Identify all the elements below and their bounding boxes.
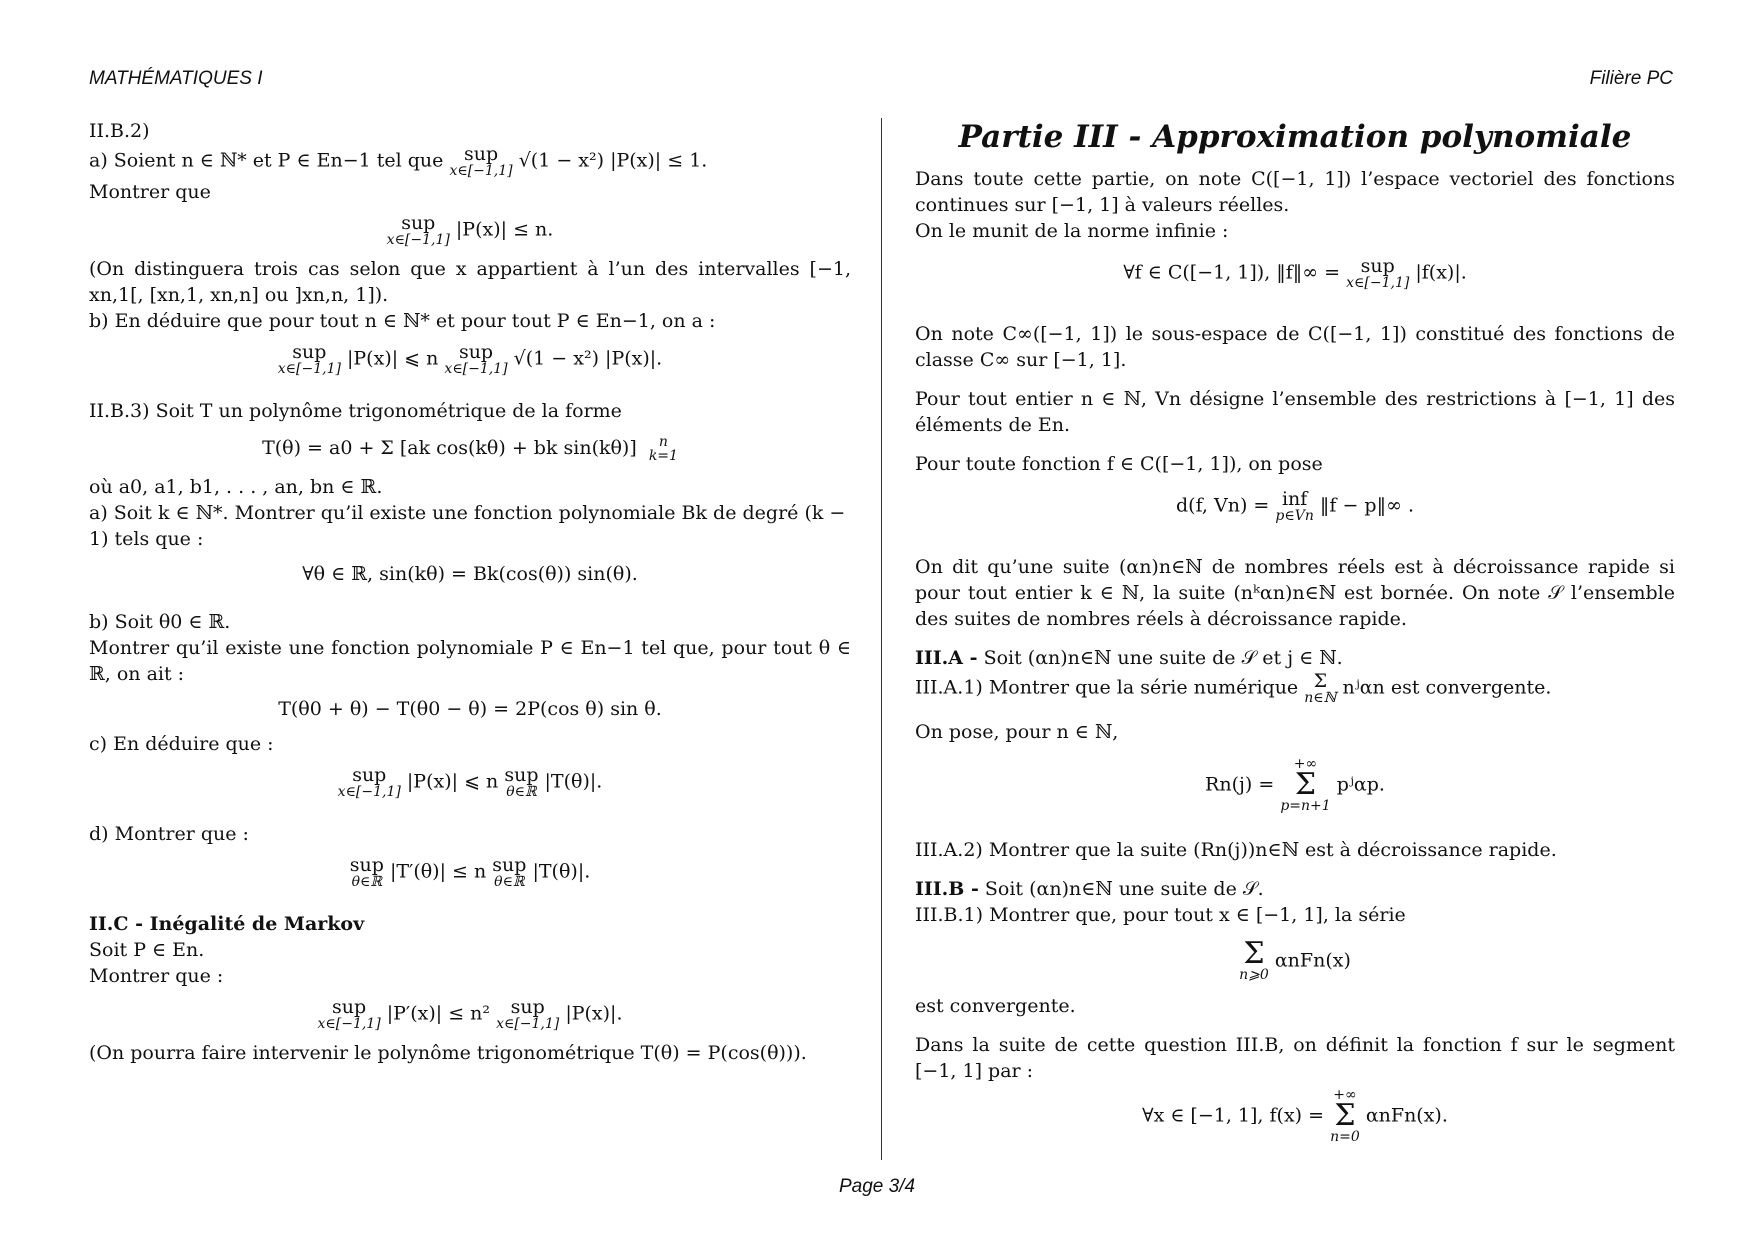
question-b3d: d) Montrer que : [89, 822, 249, 845]
question-b3c: c) En déduire que : [89, 732, 274, 755]
markov-hint: (On pourra faire intervenir le polynôme trigonométrique T(θ) = P(cos(θ))). [89, 1041, 807, 1064]
question-b1: III.B.1) Montrer que, pour tout x ∈ [−1, 1], la série [915, 904, 1406, 926]
sup-operator: sup x∈[−1,1] [449, 143, 513, 179]
sum-operator: n k=1 [648, 433, 678, 464]
section-b: III.B - Soit (αn)n∈ℕ une suite de 𝒮. [915, 878, 1264, 900]
question-b3b: Montrer qu’il existe une fonction polynomiale P ∈ En−1 tel que, pour tout θ ∈ ℝ, on ait : [89, 636, 851, 685]
convergent-text: est convergente. [915, 995, 1076, 1017]
equation-8: sup x∈[−1,1] |P′(x)| ≤ n² sup x∈[−1,1] |P(x)|. [317, 995, 623, 1032]
norm-intro: On le munit de la norme infinie : [915, 220, 1229, 242]
rapid-decay-definition: On dit qu’une suite (αn)n∈ℕ de nombres réels est à décroissance rapide si pour tout entier k ∈ ℕ, la suite (nᵏαn)n∈ℕ est bornée. On note 𝒮 l’ensemble des suites de nombres réels à décroissance rapide. [915, 556, 1675, 630]
remainder-equation: Rn(j) = +∞ Σ p=n+1 pʲαp. [1205, 756, 1385, 814]
hint-text: (On distinguera trois cas selon que x appartient à l’un des intervalles [−1, xn,1[, [xn,1, xn,n] ou ]xn,n, 1]). [89, 258, 851, 306]
part-title: Partie III - Approximation polynomiale [958, 119, 1632, 155]
equation-2: sup x∈[−1,1] |P(x)| ⩽ n sup x∈[−1,1] √(1 − x²) |P(x)|. [277, 341, 663, 377]
montrer-text: Montrer que [89, 181, 211, 203]
distance-intro: Pour toute fonction f ∈ C([−1, 1]), on pose [915, 453, 1323, 475]
markov-intro: Soit P ∈ En. [89, 938, 205, 961]
question-b3b-intro: b) Soit θ0 ∈ ℝ. [89, 610, 231, 633]
f-equation: ∀x ∈ [−1, 1], f(x) = +∞ Σ n=0 αnFn(x). [1142, 1087, 1448, 1145]
definition-f: Dans la suite de cette question III.B, on définit la fonction f sur le segment [−1, 1] par : [915, 1034, 1675, 1082]
markov-montrer: Montrer que : [89, 964, 224, 987]
distance-equation: d(f, Vn) = inf p∈Vn ‖f − p‖∞ . [1176, 488, 1414, 524]
question-b3: II.B.3) Soit T un polynôme trigonométrique de la forme [89, 400, 622, 422]
right-column [915, 118, 1675, 1153]
question-b3a: a) Soit k ∈ ℕ*. Montrer qu’il existe une fonction polynomiale Bk de degré (k − 1) tels que : [89, 501, 846, 550]
equation-4: ∀θ ∈ ℝ, sin(kθ) = Bk(cos(θ)) sin(θ). [302, 562, 638, 585]
series-equation: Σ n⩾0 αnFn(x) [1239, 936, 1351, 983]
equation-1: sup x∈[−1,1] |P(x)| ≤ n. [386, 212, 554, 248]
pose-text: On pose, pour n ∈ ℕ, [915, 721, 1119, 743]
section-a: III.A - Soit (αn)n∈ℕ une suite de 𝒮 et j ∈ ℕ. [915, 647, 1343, 669]
left-column [89, 118, 851, 1066]
equation-6: sup x∈[−1,1] |P(x)| ⩽ n sup θ∈ℝ |T(θ)|. [337, 763, 603, 800]
equation-7: sup θ∈ℝ |T′(θ)| ≤ n sup θ∈ℝ |T(θ)|. [349, 853, 591, 890]
equation-5: T(θ0 + θ) − T(θ0 − θ) = 2P(cos θ) sin θ. [278, 697, 662, 720]
page-number: Page 3/4 [838, 1176, 916, 1197]
vn-paragraph: Pour tout entier n ∈ ℕ, Vn désigne l’ensemble des restrictions à [−1, 1] des éléments de En. [915, 388, 1675, 436]
section-label-b2: II.B.2) [89, 120, 150, 142]
header-subject: MATHÉMATIQUES I [89, 68, 263, 89]
section-title-markov: II.C - Inégalité de Markov [89, 912, 365, 935]
question-a1: III.A.1) Montrer que la série numérique Σ n∈ℕ nʲαn est convergente. [915, 670, 1552, 706]
header-track: Filière PC [1589, 68, 1673, 89]
question-a2: III.A.2) Montrer que la suite (Rn(j))n∈ℕ est à décroissance rapide. [915, 839, 1557, 861]
question-b2a: a) Soient n ∈ ℕ* et P ∈ En−1 tel que sup x∈[−1,1] √(1 − x²) |P(x)| ≤ 1. [89, 143, 708, 179]
intro-paragraph: Dans toute cette partie, on note C([−1, 1]) l’espace vectoriel des fonctions continues sur [−1, 1] à valeurs réelles. [915, 168, 1675, 216]
question-b2b: b) En déduire que pour tout n ∈ ℕ* et pour tout P ∈ En−1, on a : [89, 310, 716, 332]
coefficients-text: où a0, a1, b1, . . . , an, bn ∈ ℝ. [89, 475, 383, 498]
norm-equation: ∀f ∈ C([−1, 1]), ‖f‖∞ = sup x∈[−1,1] |f(x)|. [1123, 255, 1467, 291]
cinfinity-paragraph: On note C∞([−1, 1]) le sous-espace de C([−1, 1]) constitué des fonctions de classe C∞ sur [−1, 1]. [915, 323, 1675, 371]
column-divider [881, 118, 882, 1160]
equation-3: T(θ) = a0 + Σ [ak cos(kθ) + bk sin(kθ)] n k=1 [262, 433, 678, 464]
